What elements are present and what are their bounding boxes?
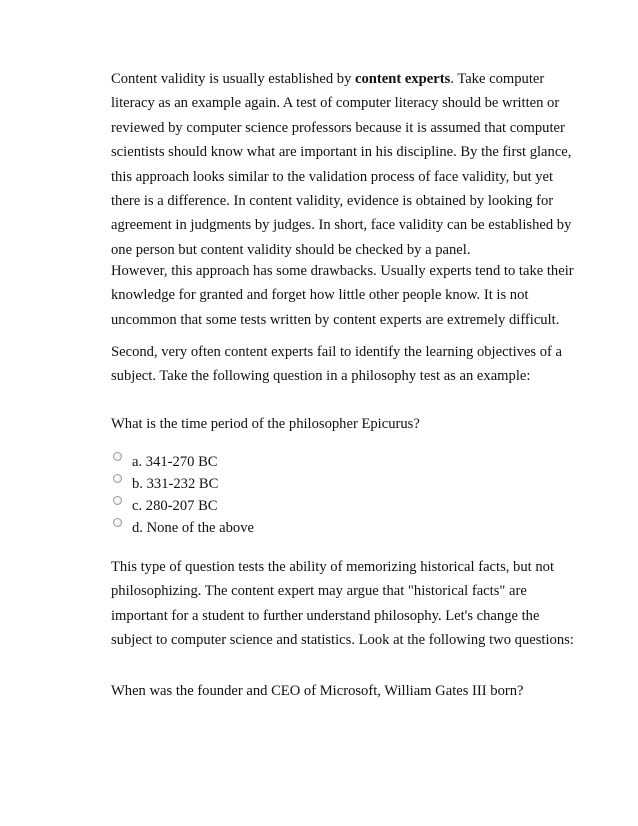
bold-term: content experts <box>355 71 451 87</box>
question-epicurus: What is the time period of the philosopher Epicurus? <box>111 416 420 432</box>
radio-button-icon[interactable] <box>113 496 122 505</box>
radio-button-icon[interactable] <box>113 474 122 483</box>
radio-button-icon[interactable] <box>113 518 122 527</box>
answer-option-b[interactable] <box>111 473 254 495</box>
text-line: knowledge for granted and forget how little other people know. It is not <box>111 287 529 304</box>
answer-option-a[interactable] <box>111 451 254 473</box>
text-line: literacy as an example again. A test of computer literacy should be written or <box>111 95 560 112</box>
radio-button-icon[interactable] <box>113 452 122 461</box>
text-line <box>111 67 563 91</box>
answer-option-c[interactable] <box>111 495 254 517</box>
paragraph-content-validity <box>111 67 572 262</box>
text-line: one person but content validity should be checked by a panel. <box>111 241 471 258</box>
answer-options <box>111 451 254 539</box>
option-label: c. 280-207 BC <box>132 498 218 514</box>
text-line: there is a difference. In content validity, evidence is obtained by looking for <box>111 193 554 210</box>
text-line: Second, very often content experts fail to identify the learning objectives of a <box>111 344 563 360</box>
text-line: uncommon that some tests written by content experts are extremely difficult. <box>111 311 560 328</box>
text-line: scientists should know what are important in his discipline. By the first glance, <box>111 144 572 161</box>
text-line: reviewed by computer science professors because it is assumed that computer <box>111 119 565 136</box>
text-line: this approach looks similar to the validation process of face validity, but yet <box>111 168 554 185</box>
option-label: a. 341-270 BC <box>132 454 218 470</box>
answer-option-d[interactable] <box>111 517 254 539</box>
paragraph-historical-facts <box>111 555 574 653</box>
text-line: agreement in judgments by judges. In short, face validity can be established by <box>111 217 572 234</box>
text-line: subject to computer science and statistics. Look at the following two questions: <box>111 632 574 649</box>
paragraph-drawbacks <box>111 259 574 332</box>
paragraph-learning-objectives <box>111 340 563 389</box>
text-line: This type of question tests the ability of memorizing historical facts, but not <box>111 559 555 575</box>
text-line: philosophizing. The content expert may argue that "historical facts" are <box>111 583 527 600</box>
text-line: important for a student to further understand philosophy. Let's change the <box>111 607 540 624</box>
text-run: . Take computer <box>450 71 545 87</box>
option-label: b. 331-232 BC <box>132 476 219 492</box>
text-run: Content validity is usually established by <box>111 71 356 87</box>
text-line: subject. Take the following question in a philosophy test as an example: <box>111 368 531 385</box>
option-label: d. None of the above <box>132 520 254 536</box>
question-microsoft: When was the founder and CEO of Microsoft, William Gates III born? <box>111 683 524 699</box>
text-line: However, this approach has some drawbacks. Usually experts tend to take their <box>111 263 574 279</box>
